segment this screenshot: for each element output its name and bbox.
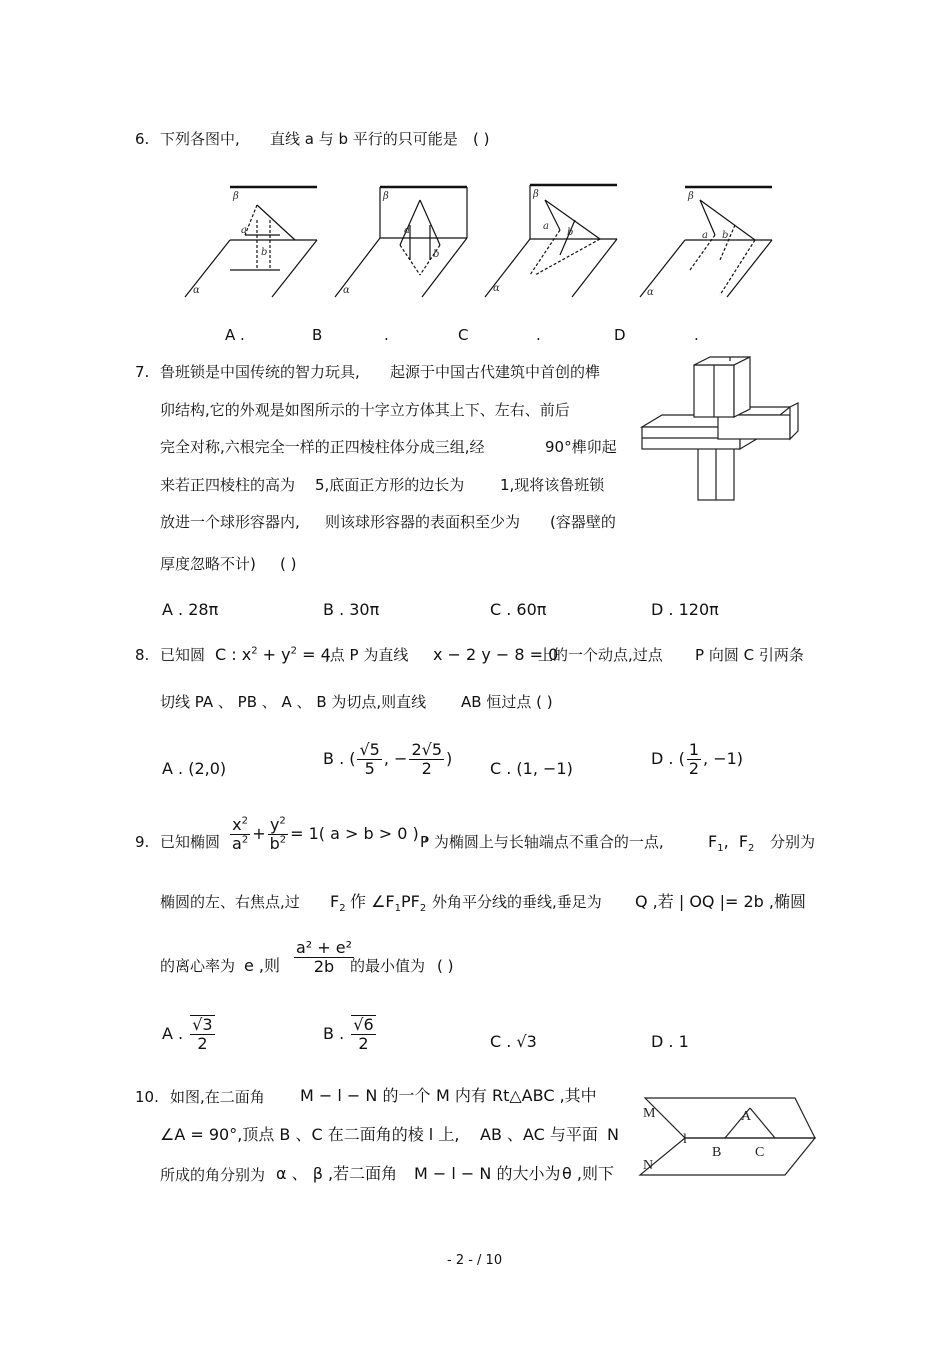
q9-line3-c: 的最小值为 [350,957,426,975]
q6-fig-d-b: b [722,230,729,241]
q10-number: 10. [135,1088,159,1106]
q9-line3-b: e ,则 [244,956,281,975]
dihedral-label-c: C [755,1145,765,1160]
q6-fig-a-b: b [261,247,268,258]
q9-line3-a: 的离心率为 [160,957,236,975]
q9-line2-f2: $F_2$ [330,892,346,915]
q6-fig-b-b: b [433,249,440,260]
q7-choice-a: A . 28π [162,600,219,619]
q6-figure-a [185,187,317,297]
q10-line2-c: N [607,1125,619,1144]
q10-line1-c: M 内有 Rt△ABC ,其中 [436,1086,597,1105]
q6-figure-c [485,185,617,297]
q9-foci: $F_1$, $F_2$ [708,832,755,855]
q9-text-2: P 为椭圆上与长轴端点不重合的一点, [420,833,664,851]
q7-choice-b: B . 30π [323,600,380,619]
q8-line2-b: AB 恒过点 ( ) [461,693,553,711]
q6-fig-a-beta: β [233,191,239,202]
q8-choice-a: A . (2,0) [162,759,227,778]
q6-fig-b-beta: β [383,191,389,202]
q6-option-a: A . [225,326,245,344]
dihedral-label-b: B [712,1145,722,1160]
q7-line4-b: 5,底面正方形的边长为 [315,476,465,494]
luban-lock-figure [640,355,800,503]
dihedral-label-m: M [643,1106,656,1121]
q6-fig-c-b: b [567,227,574,238]
q6-fig-c-a: a [543,221,549,232]
q9-answer-paren: ( ) [437,957,454,975]
q6-answer-paren: ( ) [473,130,490,148]
q6-number: 6. [135,130,150,148]
q9-line2-a: 椭圆的左、右焦点,过 [160,893,300,911]
q7-choice-c: C . 60π [490,600,547,619]
q6-option-c: C [458,326,469,344]
q9-choice-b: B . $\frac{√6}{2}$ [323,1015,374,1053]
q6-option-c-dot: . [536,326,541,344]
q6-fig-b-alpha: α [343,285,350,296]
q6-fig-c-alpha: α [493,283,500,294]
q8-circle-equation: C : $x^2 + y^2 = 4$ [215,645,331,664]
q10-line3-c: M − l − N 的大小为 [414,1164,561,1183]
q7-number: 7. [135,363,150,381]
q8-number: 8. [135,646,150,664]
q6-text-b: 直线 a 与 b 平行的只可能是 [270,130,458,148]
q7-line5-c: (容器壁的 [550,513,616,531]
q7-line3-b: 90°榫卯起 [545,438,617,456]
q9-choice-c: C . √3 [490,1032,537,1051]
q6-fig-d-beta: β [688,191,694,202]
q7-line5-b: 则该球形容器的表面积至少为 [325,513,521,531]
q7-line3-a: 完全对称,六根完全一样的正四棱柱体分成三组,经 [160,438,485,456]
dihedral-label-a: A [741,1109,752,1124]
q6-figure-b [335,187,467,297]
q6-fig-a-a: a [241,225,247,236]
q10-line2-b: AB 、AC 与平面 [480,1125,598,1144]
q10-line3-b: α 、 β ,若二面角 [276,1164,398,1183]
q6-option-d-dot: . [694,326,699,344]
q10-line3-a: 所成的角分别为 [160,1166,266,1184]
q6-figures [175,175,785,305]
q9-line2-e: Q ,若 | OQ |= 2b ,椭圆 [635,892,806,911]
q7-answer-paren: ( ) [280,555,297,573]
q9-line2-d: 外角平分线的垂线,垂足为 [432,893,602,911]
q6-option-b-dot: . [384,326,389,344]
q6-option-d: D [614,326,626,344]
q9-number: 9. [135,833,150,851]
q8-line2-a: 切线 PA 、 PB 、 A 、 B 为切点,则直线 [160,693,427,711]
page-number: - 2 - / 10 [447,1253,503,1268]
q6-fig-b-a: a [404,225,410,236]
q9-choice-a: A . $\frac{√3}{2}$ [162,1015,213,1053]
q10-line1-b: M − l − N 的一个 [300,1086,431,1105]
q9-choice-d: D . 1 [651,1032,689,1051]
q8-text-1: 已知圆 [160,646,206,664]
dihedral-label-n: N [643,1158,654,1173]
q7-line4-a: 来若正四棱柱的高为 [160,476,296,494]
q9-ellipse-equation: $\frac{x^2}{a^2}$ + $\frac{y^2}{b^2}$ = 1( a > b > 0 ) , [232,815,429,853]
dihedral-label-l: l [683,1132,687,1147]
q6-option-b: B [312,326,323,344]
q7-line4-c: 1,现将该鲁班锁 [500,476,605,494]
q9-expression: $\frac{\text{a² + e²}}{2b}$ [296,938,353,976]
q7-line1-b: 起源于中国古代建筑中首创的榫 [390,363,601,381]
q6-fig-a-alpha: α [193,285,200,296]
q8-choice-c: C . (1, −1) [490,759,573,778]
dihedral-angle-figure [635,1090,820,1185]
q7-line6-a: 厚度忽略不计) [160,555,256,573]
q8-text-2: ,点 P 为直线 [325,646,409,664]
q8-text-3: 上的一个动点,过点 [538,646,663,664]
q8-line-equation: x − 2 y − 8 = 0 [433,645,559,664]
q7-line5-a: 放进一个球形容器内, [160,513,300,531]
q6-text-a: 下列各图中, [160,130,240,148]
q6-fig-d-alpha: α [647,287,654,298]
q8-choice-d: D . ( $\frac{1}{2}$ , −1) [651,740,744,778]
q8-choice-b: B . ( $\frac{√5}{5}$ , − $\frac{2√5}{2}$ ) [323,740,453,778]
q9-line2-angle: 作 $\angle F_1PF_2$ [350,892,427,915]
q6-fig-d-a: a [702,230,708,241]
q10-line2-a: ∠A = 90°,顶点 B 、C 在二面角的棱 l 上, [160,1125,460,1144]
q8-text-4: P 向圆 C 引两条 [695,646,804,664]
q10-line3-d: θ ,则下 [562,1164,614,1183]
q6-fig-c-beta: β [533,189,539,200]
q6-figure-d [640,187,772,297]
q7-line1-a: 鲁班锁是中国传统的智力玩具, [160,363,360,381]
q9-text-1: 已知椭圆 [160,833,221,851]
q10-line1-a: 如图,在二面角 [170,1088,265,1106]
q7-choice-d: D . 120π [651,600,719,619]
q7-line2: 卯结构,它的外观是如图所示的十字立方体其上下、左右、前后 [160,401,570,419]
q9-text-3: 分别为 [770,833,816,851]
